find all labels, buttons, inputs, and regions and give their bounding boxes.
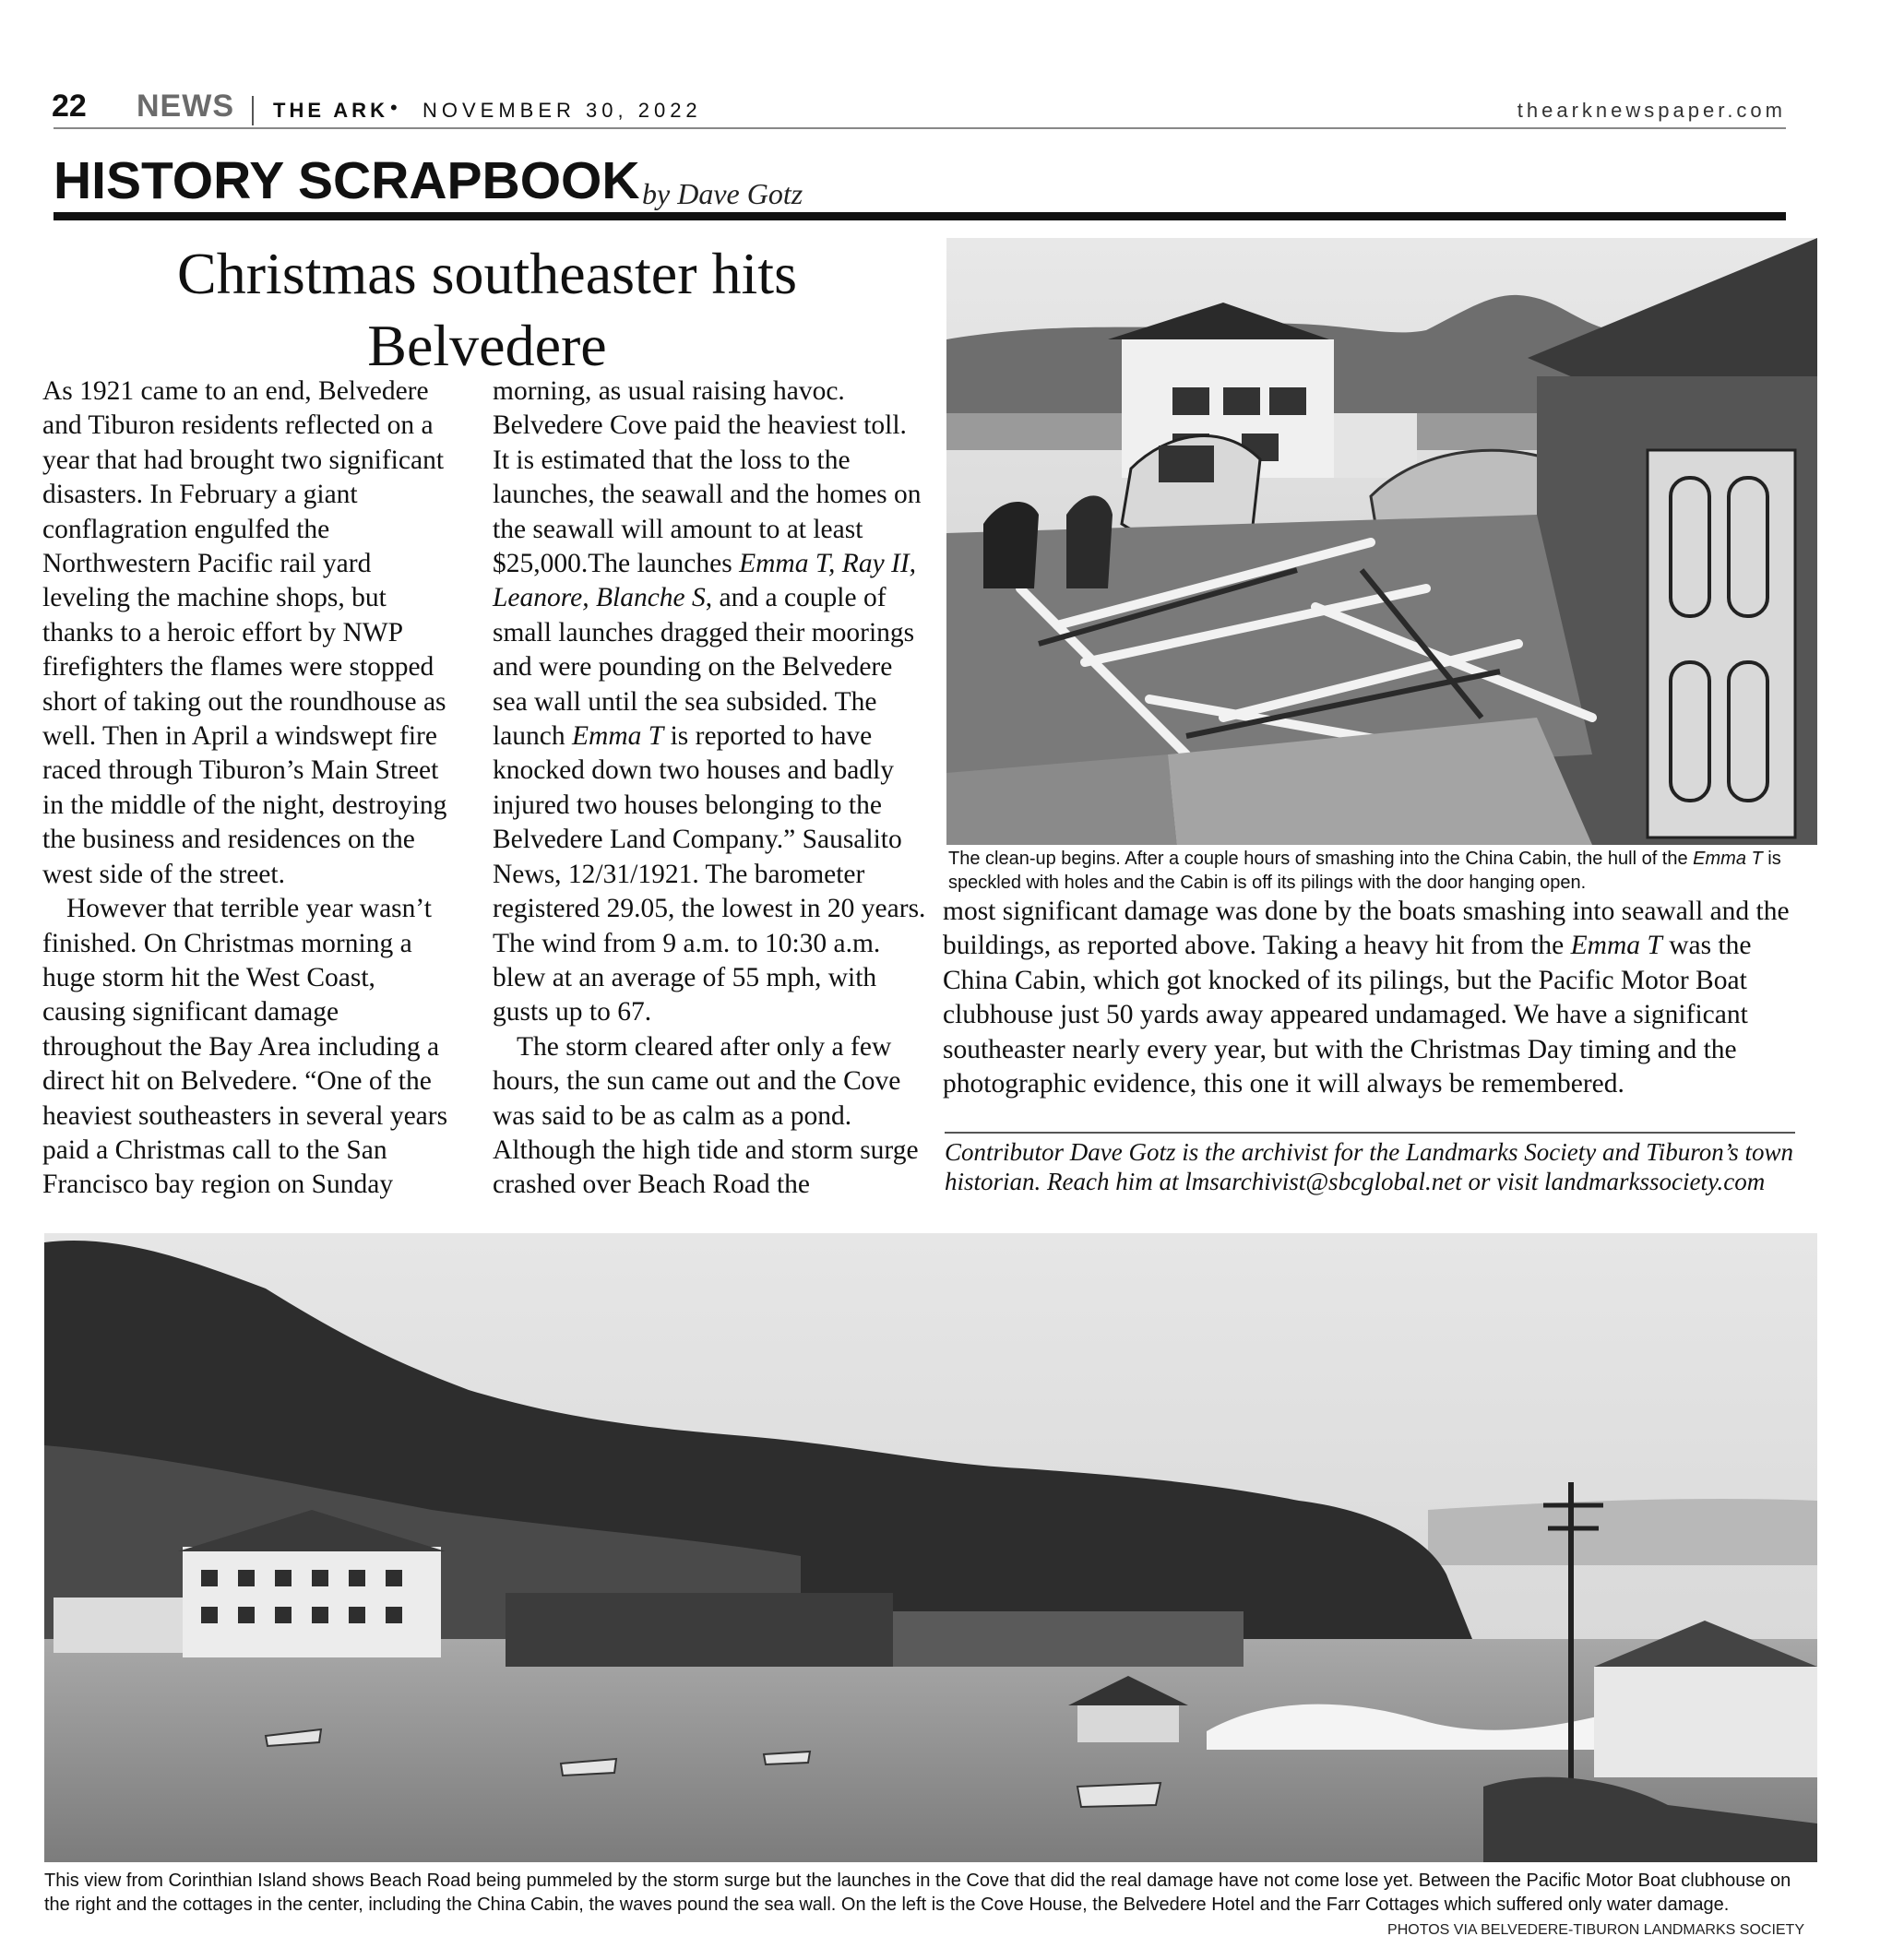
paragraph: As 1921 came to an end, Belvedere and Tiburon residents reflected on a year that had brought two significant disasters. In February a giant conflagration engulfed the Northwestern Pacific rail yard leveling the machine shops, but thanks to a heroic effort by NWP firefighters the flames were stopped short of taking out the roundhouse as well. Then in April a windswept fire raced through Tiburon’s Main Street in the middle of the night, destroying the business and residences on the west side of the street. (42, 376, 447, 889)
boat-name: Emma T (1570, 931, 1662, 961)
photo-credit: PHOTOS VIA BELVEDERE-TIBURON LANDMARKS SOCIETY (1387, 1922, 1804, 1938)
launch-names: Emma T, Ray II, Leanore, Blanche S (493, 549, 917, 613)
article-column-2 (493, 374, 926, 1203)
column-title: HISTORY SCRAPBOOK (54, 151, 640, 210)
website-url: thearknewspaper.com (1517, 99, 1786, 122)
paragraph (943, 895, 1795, 1101)
article-column-1 (42, 374, 458, 1203)
caption-text: is speckled with holes and the Cabin is off its pilings with the door hanging open. (948, 849, 1781, 893)
paragraph: The storm cleared after only a few hours, the sun came out and the Cove was said to be as calm as a pond. Although the high tide and storm surge crashed over Beach Road the (493, 1031, 919, 1200)
text-run: is reported to have knocked down two houses and badly injured two houses belonging to the Belvedere Land Company.” Sausalito News, 12/31/1921. The barometer registered 29.05, the lowest in 20 years. The wind from 9 a.m. to 10:30 a.m. blew at an average of 55 mph, with gusts up to 67. (493, 721, 926, 1027)
cleanup-photo-illustration (946, 238, 1817, 845)
contributor-note: Contributor Dave Gotz is the archivist for the Landmarks Society and Tiburon’s town historian. Reach him at lmsarchivist@sbcglobal.net or visit landmarkssociety.com (945, 1138, 1794, 1195)
text-run: , and a couple of small launches dragged their moorings and were pounding on the Belvedere sea wall until the sea subsided. The launch (493, 583, 915, 752)
title-rule (54, 212, 1786, 220)
text-run: was the China Cabin, which got knocked of its pilings, but the Pacific Motor Boat clubhouse just 50 yards away appeared undamaged. We have a significant southeaster nearly every year, but with the Christmas Day timing and the photographic evidence, this one it will always be remembered. (943, 931, 1752, 1099)
section-name: NEWS (137, 89, 234, 124)
boat-name: Emma T (1693, 849, 1763, 869)
bottom-photo-caption: This view from Corinthian Island shows Beach Road being pummeled by the storm surge but the launches in the Cove that did the real damage have not come lose yet. Between the Pacific Motor Boat clubhouse on the right and the cottages in the center, including the China Cabin, the waves pound the sea wall. On the left is the Cove House, the Belvedere Hotel and the Farr Cottages which suffered only water damage. (44, 1871, 1791, 1915)
paper-name: THE ARK (273, 99, 388, 122)
header-rule (54, 127, 1786, 129)
caption-text: The clean-up begins. After a couple hours of smashing into the China Cabin, the hull of the (948, 849, 1694, 869)
storm-surge-photo (44, 1233, 1817, 1862)
bullet-separator: • (390, 96, 398, 119)
top-photo-caption (948, 847, 1815, 895)
storm-surge-photo-illustration (44, 1233, 1817, 1862)
page-number: 22 (52, 89, 87, 124)
cleanup-photo (946, 238, 1817, 845)
paragraph: However that terrible year wasn’t finished. On Christmas morning a huge storm hit the West Coast, causing significant damage throughout the Bay Area including a direct hit on Belvedere. “One of the heaviest southeasters in several years paid a Christmas call to the San Francisco bay region on Sunday (42, 894, 448, 1200)
paragraph (493, 374, 926, 1030)
text-run: most significant damage was done by the boats smashing into seawall and the buildings, as reported above. Taking a heavy hit from the (943, 897, 1790, 961)
text-run: morning, as usual raising havoc. Belvedere Cove paid the heaviest toll. It is estimated that the loss to the launches, the seawall and the homes on the seawall will amount to at least $25,000.The launches (493, 376, 922, 579)
issue-date: NOVEMBER 30, 2022 (422, 99, 702, 122)
byline: by Dave Gotz (642, 177, 803, 210)
article-column-3 (943, 895, 1795, 1101)
header-divider (252, 96, 254, 125)
headline: Christmas southeaster hits Belvedere (177, 241, 797, 378)
note-rule (945, 1132, 1795, 1134)
launch-name: Emma T (572, 721, 664, 752)
